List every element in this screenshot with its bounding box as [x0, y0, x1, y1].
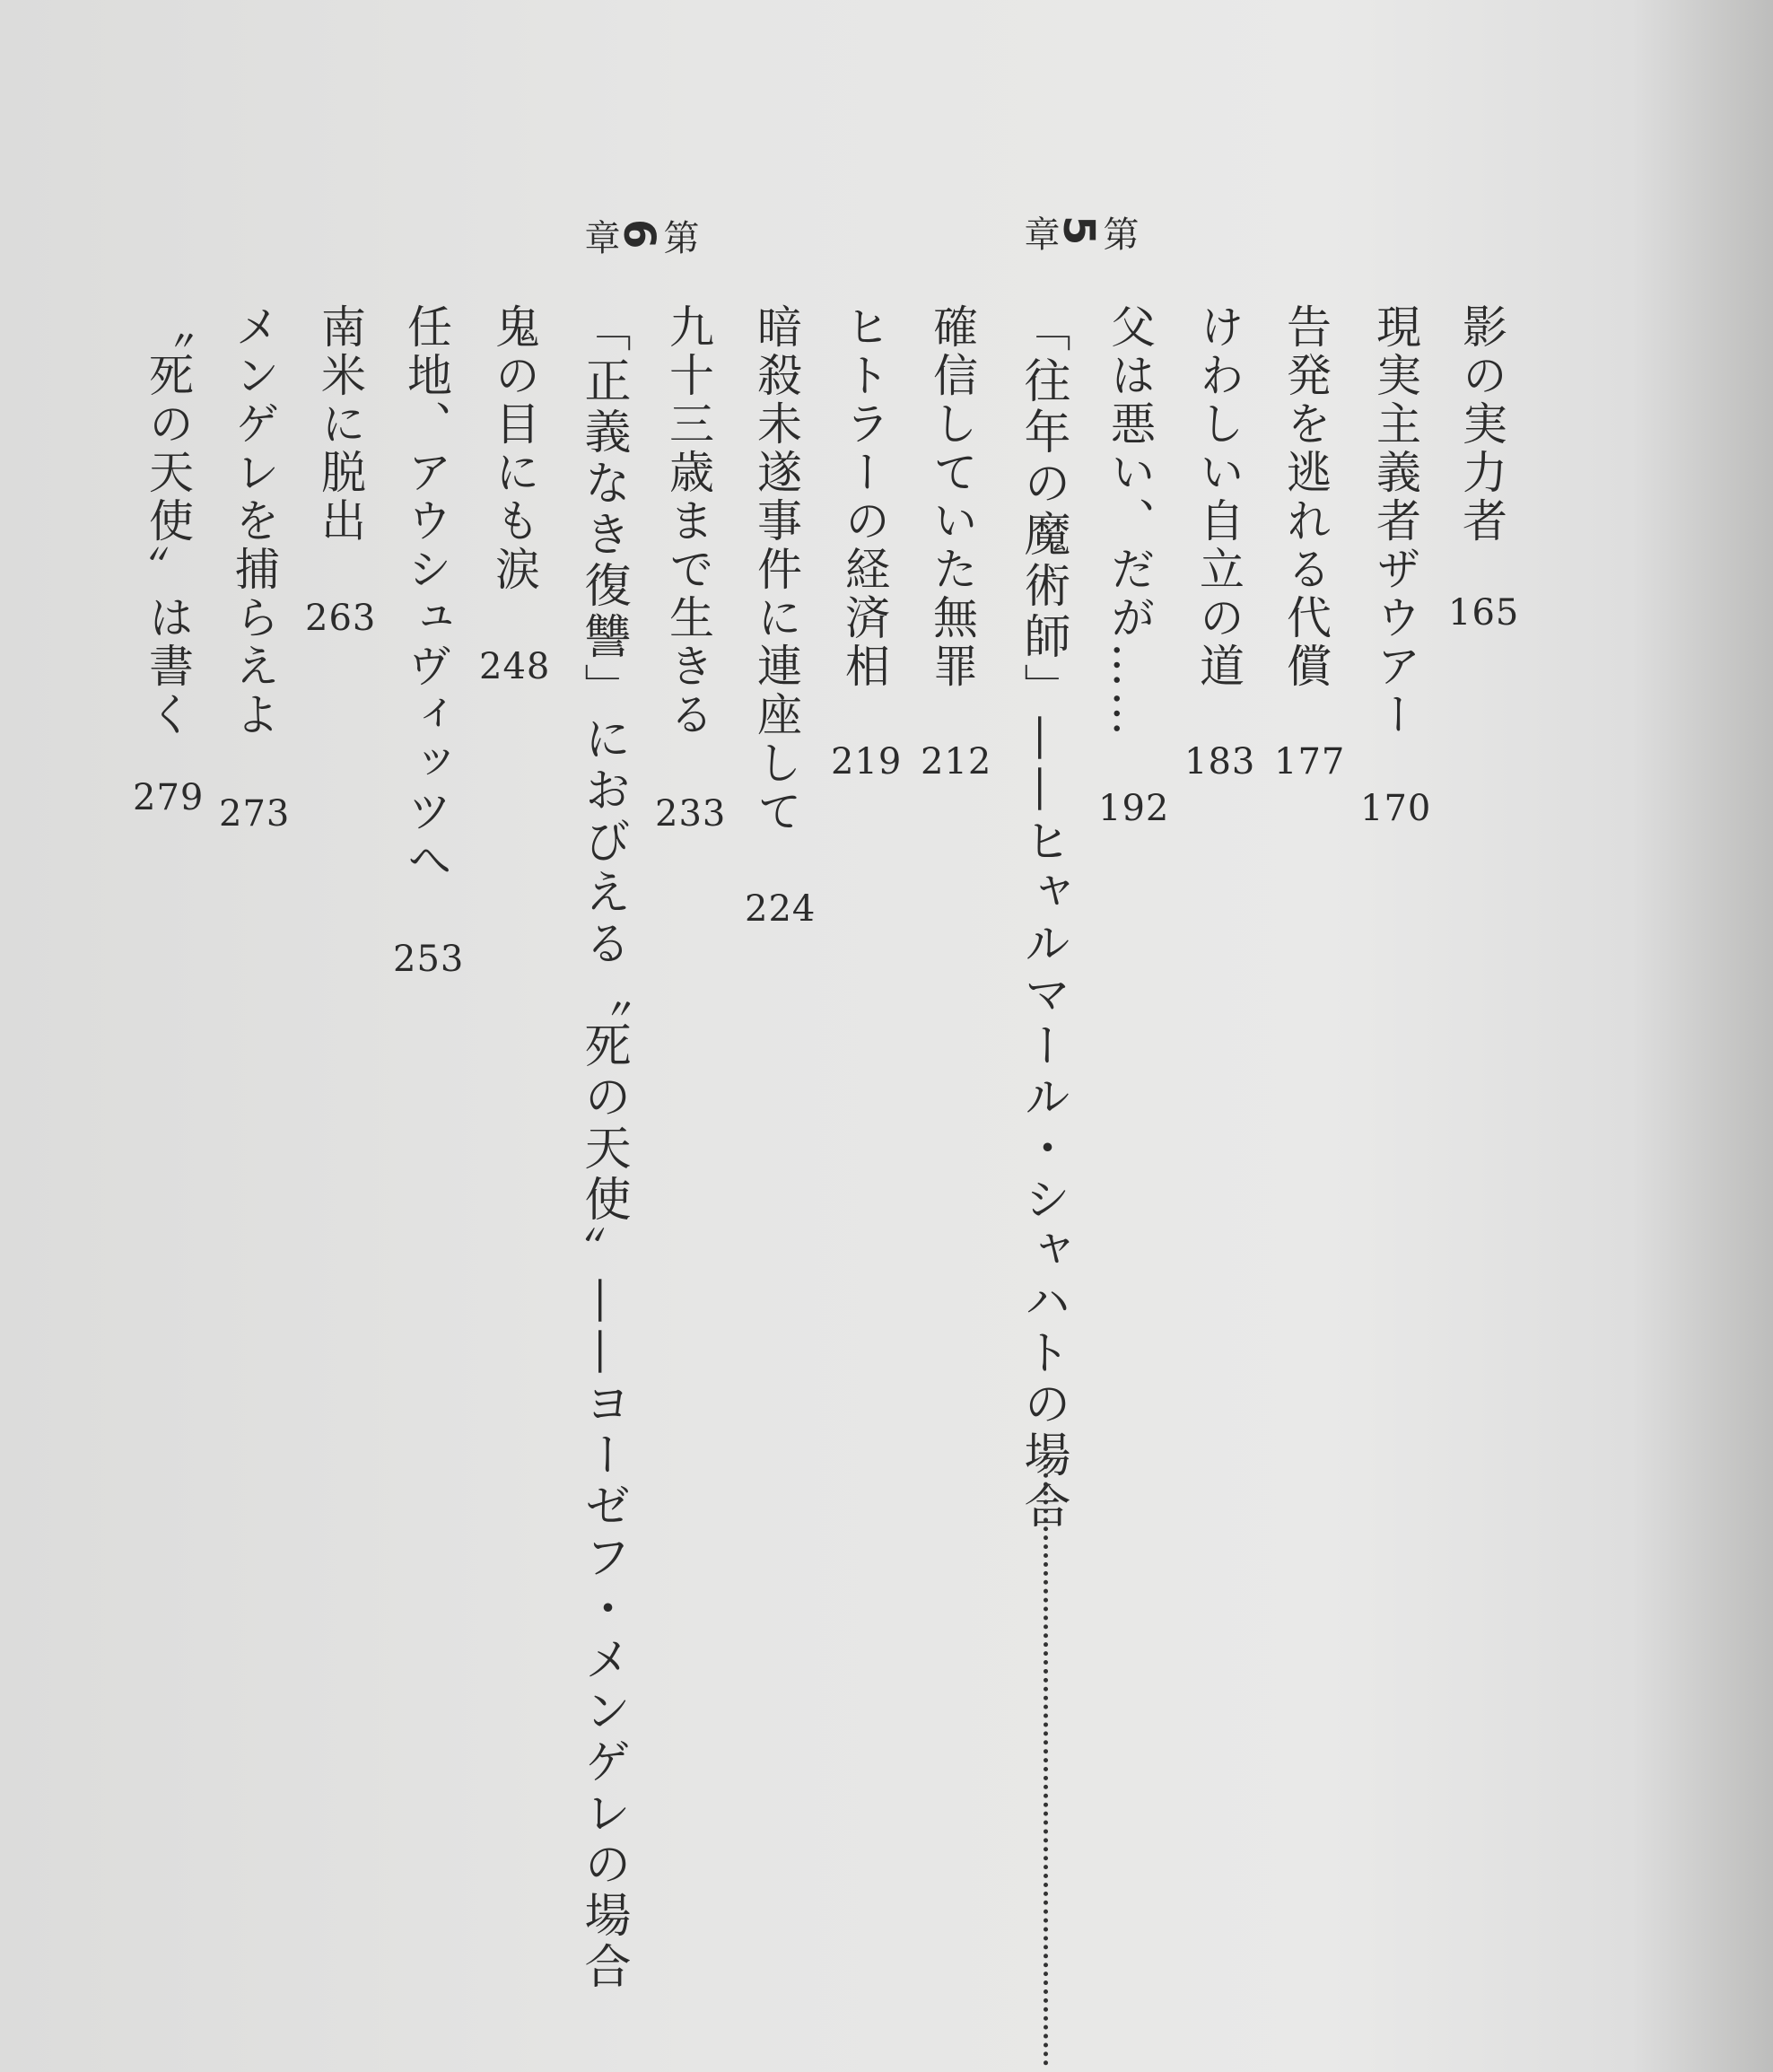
chapter-number: 5 — [1053, 215, 1104, 246]
toc-entry-title: ヒトラーの経済相 — [838, 303, 890, 691]
chapter-label — [1018, 215, 1139, 251]
toc-entry-title: 九十三歳まで生きる — [662, 303, 714, 739]
toc-entry-title: 暗殺未遂事件に連座して — [750, 303, 802, 836]
toc-entry-page: 279 — [133, 777, 205, 818]
chapter-number: 6 — [614, 219, 664, 249]
toc-entry-page: 192 — [1098, 788, 1170, 829]
toc-entry-page: 170 — [1360, 788, 1432, 829]
toc-entry-title: 確信していた無罪 — [926, 303, 978, 691]
toc-entry-page: 212 — [921, 741, 992, 782]
toc-entry-page: 263 — [305, 598, 377, 639]
toc-entry-title: 現実主義者ザウアー — [1369, 303, 1421, 739]
toc-entry-page: 177 — [1274, 741, 1346, 782]
chapter-suffix: 章 — [1018, 215, 1060, 251]
toc-entry-page: 219 — [831, 741, 903, 782]
toc-entry-page: 224 — [745, 888, 817, 930]
chapter-prefix: 第 — [658, 219, 699, 255]
chapter-title: 「正義なき復讐」におびえる〝死の天使〟——ヨーゼフ・メンゲレの場合 — [576, 305, 630, 1993]
leader-dots — [1044, 1447, 1048, 2066]
chapter-title: 「往年の魔術師」——ヒャルマール・シャハトの場合 — [1016, 305, 1070, 1533]
toc-entry-title: 任地、アウシュヴィッツへ — [400, 303, 452, 885]
toc-entry-title: 南米に脱出 — [314, 303, 366, 546]
toc-entry-page: 233 — [655, 793, 727, 835]
chapter-label — [579, 219, 699, 255]
toc-entry-page: 183 — [1184, 741, 1256, 782]
toc-entry-title: 影の実力者 — [1455, 303, 1507, 546]
toc-entry-title: けわしい自立の道 — [1192, 303, 1245, 691]
toc-entry-title: 鬼の目にも涙 — [488, 303, 540, 594]
chapter-suffix: 章 — [579, 219, 620, 255]
toc-entry-page: 165 — [1448, 592, 1520, 634]
toc-entry-page: 248 — [479, 646, 551, 687]
toc-entry-title: 〝死の天使〟は書く — [142, 303, 194, 739]
chapter-prefix: 第 — [1097, 215, 1139, 251]
toc-entry-page: 253 — [393, 939, 465, 980]
toc-entry-page: 273 — [219, 793, 291, 835]
toc-entry-title: 父は悪い、だが…… — [1104, 303, 1156, 739]
toc-entry-title: 告発を逃れる代償 — [1280, 303, 1332, 691]
toc-entry-title: メンゲレを捕らえよ — [228, 303, 280, 739]
